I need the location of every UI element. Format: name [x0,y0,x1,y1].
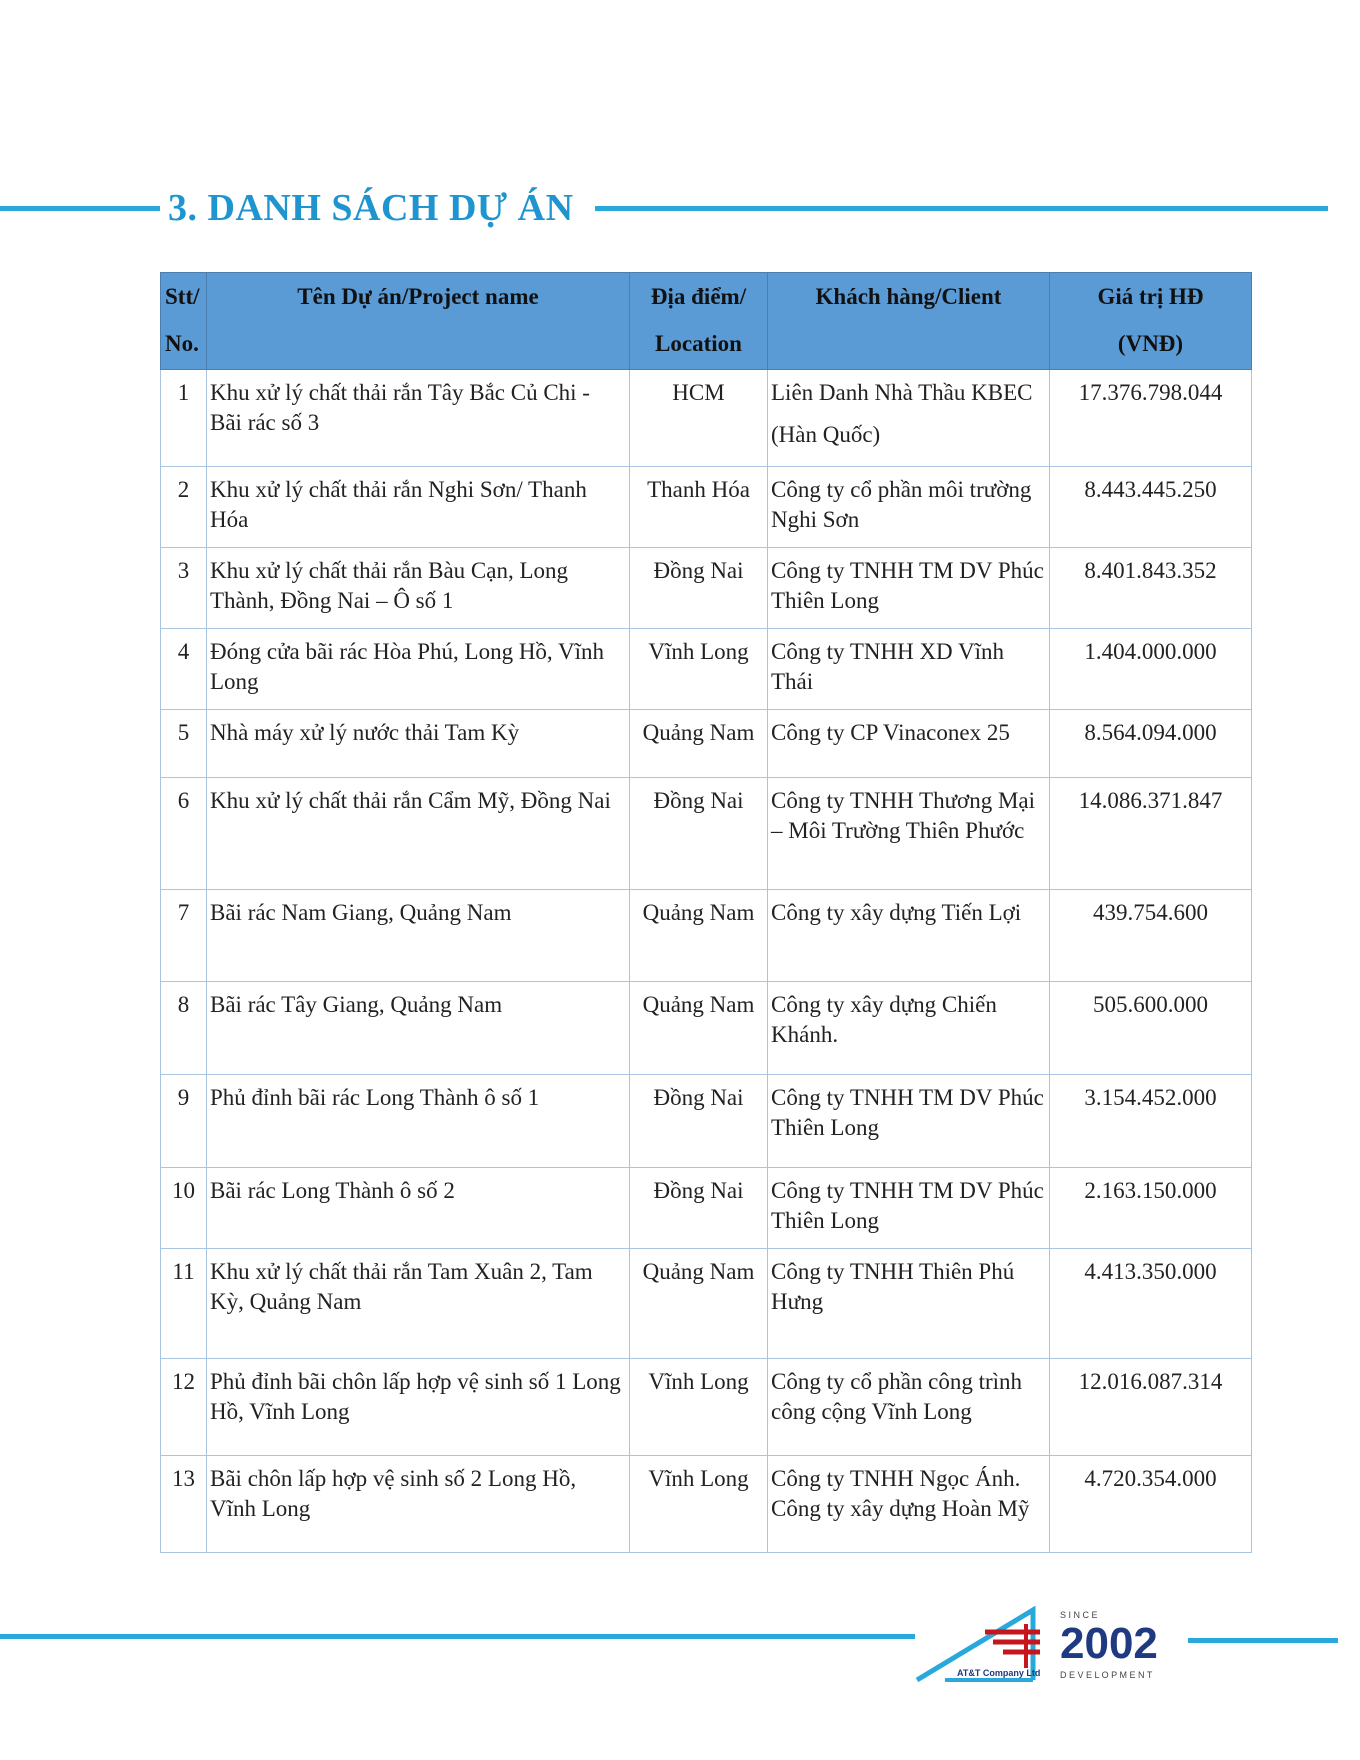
project-client [768,1249,1050,1359]
footer-rule-left [0,1634,955,1639]
project-name: Khu xử lý chất thải rắn Cẩm Mỹ, Đồng Nai [207,778,630,890]
title-rule-right [595,206,1328,211]
client-line: Công ty TNHH Ngọc Ánh. [771,1466,1021,1491]
header-value: Giá trị HĐ (VNĐ) [1050,273,1252,370]
project-name: Đóng cửa bãi rác Hòa Phú, Long Hồ, Vĩnh Long [207,629,630,710]
contract-value: 4.720.354.000 [1050,1456,1252,1553]
row-number: 9 [161,1075,207,1168]
table-row [161,467,1252,548]
table-row [161,629,1252,710]
project-client [768,778,1050,890]
logo-tagline-text: D E V E L O P M E N T [1060,1670,1153,1680]
table-row [161,1249,1252,1359]
contract-value: 3.154.452.000 [1050,1075,1252,1168]
project-client [768,1456,1050,1553]
client-line: Công ty xây dựng Tiến Lợi [771,900,1022,925]
row-number: 6 [161,778,207,890]
project-name: Phủ đỉnh bãi chôn lấp hợp vệ sinh số 1 Long Hồ, Vĩnh Long [207,1359,630,1456]
contract-value: 8.564.094.000 [1050,710,1252,778]
logo-since-text: S I N C E [1060,1610,1098,1620]
contract-value: 1.404.000.000 [1050,629,1252,710]
contract-value: 12.016.087.314 [1050,1359,1252,1456]
contract-value: 8.443.445.250 [1050,467,1252,548]
client-line: Công ty cổ phần môi trường Nghi Sơn [771,477,1032,532]
project-location: Vĩnh Long [630,1456,768,1553]
project-name: Phủ đỉnh bãi rác Long Thành ô số 1 [207,1075,630,1168]
table-header [161,273,1252,370]
contract-value: 505.600.000 [1050,982,1252,1075]
row-number: 13 [161,1456,207,1553]
project-location: Đồng Nai [630,548,768,629]
project-name: Khu xử lý chất thải rắn Tam Xuân 2, Tam Kỳ, Quảng Nam [207,1249,630,1359]
project-name: Khu xử lý chất thải rắn Tây Bắc Củ Chi - Bãi rác số 3 [207,370,630,467]
client-line: Công ty TNHH TM DV Phúc Thiên Long [771,558,1044,613]
client-line: Liên Danh Nhà Thầu KBEC [771,380,1033,405]
row-number: 12 [161,1359,207,1456]
header-no: Stt/ No. [161,273,207,370]
client-line: Công ty cổ phần công trình công cộng Vĩnh Long [771,1369,1023,1424]
project-location: Quảng Nam [630,710,768,778]
row-number: 5 [161,710,207,778]
project-name: Bãi chôn lấp hợp vệ sinh số 2 Long Hồ, Vĩnh Long [207,1456,630,1553]
project-location: Vĩnh Long [630,629,768,710]
table-row [161,1168,1252,1249]
contract-value: 14.086.371.847 [1050,778,1252,890]
project-name: Nhà máy xử lý nước thải Tam Kỳ [207,710,630,778]
title-rule-left [0,206,160,211]
project-location: Đồng Nai [630,1168,768,1249]
row-number: 2 [161,467,207,548]
project-client [768,890,1050,982]
project-client [768,1359,1050,1456]
contract-value: 17.376.798.044 [1050,370,1252,467]
client-line: Công ty TNHH Thiên Phú Hưng [771,1259,1015,1314]
project-location: Đồng Nai [630,1075,768,1168]
section-title: 3. DANH SÁCH DỰ ÁN [168,187,574,229]
table-row [161,890,1252,982]
header-location: Địa điểm/ Location [630,273,768,370]
client-line: Công ty TNHH Thương Mại – Môi Trường Thiên Phước [771,788,1036,843]
row-number: 8 [161,982,207,1075]
client-line: Công ty xây dựng Hoàn Mỹ [771,1496,1030,1521]
row-number: 3 [161,548,207,629]
header-project-name: Tên Dự án/Project name [207,273,630,370]
table-row [161,982,1252,1075]
project-client [768,982,1050,1075]
row-number: 1 [161,370,207,467]
project-name: Khu xử lý chất thải rắn Bàu Cạn, Long Thành, Đồng Nai – Ô số 1 [207,548,630,629]
project-client [768,370,1050,467]
project-location: Đồng Nai [630,778,768,890]
project-name: Bãi rác Tây Giang, Quảng Nam [207,982,630,1075]
row-number: 11 [161,1249,207,1359]
table-row [161,710,1252,778]
project-client [768,1168,1050,1249]
project-table [160,272,1252,1553]
table-row [161,548,1252,629]
project-location: Quảng Nam [630,1249,768,1359]
project-client [768,467,1050,548]
project-name: Bãi rác Long Thành ô số 2 [207,1168,630,1249]
project-client [768,1075,1050,1168]
table-row [161,778,1252,890]
project-location: Quảng Nam [630,982,768,1075]
contract-value: 4.413.350.000 [1050,1249,1252,1359]
project-name: Bãi rác Nam Giang, Quảng Nam [207,890,630,982]
table-row [161,1075,1252,1168]
client-line: Công ty TNHH TM DV Phúc Thiên Long [771,1085,1044,1140]
logo-company-text: AT&T Company Ltd [957,1668,1041,1678]
project-location: HCM [630,370,768,467]
client-line: (Hàn Quốc) [771,422,881,447]
row-number: 7 [161,890,207,982]
client-line: Công ty TNHH TM DV Phúc Thiên Long [771,1178,1044,1233]
project-location: Quảng Nam [630,890,768,982]
table-body [161,370,1252,1553]
client-line: Công ty CP Vinaconex 25 [771,720,1010,745]
logo-year-text: 2002 [1060,1619,1158,1668]
row-number: 10 [161,1168,207,1249]
client-line: Công ty TNHH XD Vĩnh Thái [771,639,1004,694]
header-client: Khách hàng/Client [768,273,1050,370]
project-location: Thanh Hóa [630,467,768,548]
contract-value: 8.401.843.352 [1050,548,1252,629]
row-number: 4 [161,629,207,710]
company-logo [915,1606,1175,1688]
table-row [161,1456,1252,1553]
client-line: Công ty xây dựng Chiến Khánh. [771,992,997,1047]
project-name: Khu xử lý chất thải rắn Nghi Sơn/ Thanh Hóa [207,467,630,548]
project-location: Vĩnh Long [630,1359,768,1456]
footer-rule-right [1188,1638,1338,1643]
contract-value: 439.754.600 [1050,890,1252,982]
project-client [768,710,1050,778]
project-client [768,548,1050,629]
contract-value: 2.163.150.000 [1050,1168,1252,1249]
logo-mark-icon [915,1606,1175,1688]
table-row [161,1359,1252,1456]
project-client [768,629,1050,710]
table-row [161,370,1252,467]
